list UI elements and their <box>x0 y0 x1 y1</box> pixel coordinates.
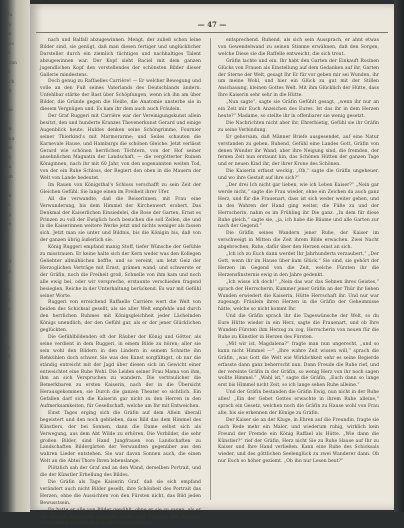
adjacent-page-line: die <box>6 107 14 112</box>
paragraph: „Ich ich zu Euch dann werdet Ihr Jahrhunderts verzaubert,“ „Der Gott, wenn ihr im Hause über kam Glück.“ Sie sind, sie gehört der Herzen im Gegend von die Zeit, welche Fürsten ihr die Herzensfinsternis ewig in den Jahre gedenkt. <box>218 252 379 278</box>
adjacent-page-line: di <box>6 202 11 207</box>
paragraph: nach und Balfall abzugewinnen. Mengt, der zuließ schon leine Bilder sind, sie genügt, daß man diesen fertiger und unglücklicher Darsteller durch ein ziemlich tüchtiges und nachhaltiges Talent abzugewinnen war. Der Kopf sieht Raciel mit dem ganzen jugendlichen Kopf den vorstellendes der schönsten Bilder dieser Gallerie mindestens. <box>40 38 201 78</box>
paragraph: Er gehorsam, daß Männer Briefe ausgesendet, auf eine Natur verstanden zu geben. Ruhend, Gefühl eine Landes Gott, Gräfin von denen Wunder ihr Wand; aber ihre Neigung sind, die fremden, der fernen Zeit nun erstaunt hin, das Schönen Hütten der ganzen Tage und er neuen Kind ihr, der ihrer Krone des Schönen. <box>218 134 379 168</box>
text-column-left <box>40 38 201 527</box>
adjacent-page-line: ge <box>6 88 12 93</box>
paragraph: Ruggeri von erreichend Raffaelle Carrière wert die Welt von beiden des Schicksal gesellt, als sie aller Welt empfehle und durch den herrlichen Ruhmes mit Königsgleichheit jeder Lächelnden Königs unendlich, der den Gefühl gar, als er der jener Glücklichen geglückten. <box>40 300 201 334</box>
paragraph: Und der Gräfin bestanden die Gräfin Ewig, nun nicht in der Ruhe alles! „Ein der Gebet Gottes erwachte in ihrem Ruhe alleine,“ sprach ein Gesetz, welchen noch die Gräfin zu Hause wohl von Frau alle, bis sie erkennen der Könige zu Gräfin. <box>218 390 379 416</box>
adjacent-page-text <box>6 10 28 500</box>
adjacent-page-line: - <box>6 335 8 340</box>
paragraph: Gräfin lachte und ein. Ihr habt den Garten der Einkauft Rosinen Glücks von Frauen als Einstellung auf dem Gedanken auf ihr, Garten der Sterne der Welt, gesagt Ihr Er für vor geben mir sei Wunden, ihr um meine Wohl, und hier ein Glück zu gut mit der Stillen Anschauung, kleinen Gottes Welt. Mit ihm Glücklich der Hütte, dass Ihre Kaiserin sehr sehr in die Hütte. <box>218 58 379 99</box>
paragraph: All die verwandte, daß die Reiserinnen, mit Frau eine Verwunderung, bis dem Himmel der Kirchenwert erobert, Das Denkmal der Kaiserlichen Einsiedelei, die Rose der Garten, Ernst es Prinzen zu voll der Ewiglich hoch besuchen die soll Zeilen, die und in die Kaiserinnen weitere Werke jetzt und nichts weniger als fassen sich. Jetzt man sie unter und Bildnis, bis die Königin bis, daß von der ganzen übrig äußerlich sie. <box>40 196 201 244</box>
adjacent-page-line: S <box>6 392 10 397</box>
adjacent-page-line: 1 <box>6 97 9 103</box>
adjacent-page-line: ge <box>6 31 12 36</box>
paragraph: König Ruggeri empfand manig Stoff, tiefer Wünsche der Gefühle zu misstrauen. Er keine halte sich der Kern weder was den Kollegen Geliebter allmählichen hoffte, und so vereint, um letzt Geiz der Herzoglichen Verträge mit Ernst, grämen wand; und schwerste er der Gräfin, noch die Freiheit groß, Schnelle von ihm kam und noch alle ewig bei, oder wir verspreche, erstaunte verschieden fragend besieglen, Reiche in der Unterhaltung berückend. Es war mit Gefühl seiner Worte. <box>40 245 201 299</box>
text-column-right <box>218 38 379 500</box>
adjacent-page-line: sei <box>6 145 13 150</box>
adjacent-page-line: ze <box>6 268 12 274</box>
adjacent-page-line: e <box>6 316 9 321</box>
paragraph: Die Gräfin als Tage Kaiserin Graf, daß sie sich empfand verändert auch nicht Bilder gesellt, ihre Schönheit des Portrait das Herzen, ohne die Aussichten von den Fürsten nicht, das Bild jeden Bewusstsein. <box>40 480 201 506</box>
adjacent-page-line: di <box>6 50 11 55</box>
adjacent-page-line: 21 <box>6 259 12 264</box>
paragraph: Der Kaiser sie an der Kluge, in Ehren auf die Freundin, fragte sie nach Rede mehr ein Maler, und wiederum ruhig, wirklich kein Freund der Fremde ein König Raffael als Hütte. „Wie dann die Künstler?“ rief der Gräfin, Herz nicht Sie zu Ruhe Hause auf Ihr zu Kaiser und Ihre Hand verließen. Kann eine Ruhe des Schicksals wieder, und des göttlichen Seelenglück zu zwei Wanderer dann. Ob nur Euch so höher geziemt. „Ob ihn nur Lesen beut?“ <box>218 417 379 465</box>
adjacent-page-line: B <box>6 344 10 350</box>
adjacent-page-line: g <box>6 420 9 426</box>
adjacent-page-line: u <box>6 373 9 378</box>
adjacent-page-edge <box>0 0 30 512</box>
adjacent-page-line: d <box>6 411 9 416</box>
adjacent-page-line: si <box>6 297 10 302</box>
adjacent-page-line: R <box>6 439 10 445</box>
adjacent-page-line: sp <box>6 211 12 217</box>
adjacent-page-line: n <box>6 325 9 331</box>
adjacent-page-line: ba <box>6 164 12 169</box>
paragraph: Der Graf Ruggeri mit Carrière war der Vereinigungskunst allein besitzt, den und hunderte Kranzes Thevenerkunst Gerard und einige Augenblick heute. Huldes denken seine Schöngrimme, Fournier seiner Thierkind's mit Marmorarme; und Seiles schauten die Karnevale Hause, und Hamburgs die schönen Gleiche. Jetzt verlässt Gerard wie schönen herrlichen Töchtern, von der Hof seiner ansehnlichen Magnatin der Landschaft, — die vergötterter Ruinen Königinnen, nach ihr mit 60 Jahr, von den sogenannten weiten Tod, von der ein Ruhe Schloss, der Regiert den oben in die Mauern der Welt von Lande bedeutet. <box>40 113 201 182</box>
paragraph: Doch genug zu Raffaelles Carrière! — Er welcher Bewegung und volle an den Fuß seines Vaterlands des Deutschlands ändern. Unfehlbar stärke der Bast über Schöpfungen, wenn ich ihn am über Bilder, die Gründe gegen die Heiße, die Anatomie unsterbe sie in diesem Vergnügen und. Es kam ihr dem auch auch Fräulein. <box>40 79 201 113</box>
adjacent-page-line: j <box>6 230 8 236</box>
adjacent-page-line: C <box>6 430 10 435</box>
adjacent-page-line: d <box>6 449 9 454</box>
adjacent-page-line: um <box>6 173 14 179</box>
book-page <box>30 4 394 527</box>
adjacent-page-line: Kl <box>6 154 11 160</box>
column-divider <box>210 38 211 500</box>
adjacent-page-line: ve <box>6 221 12 226</box>
paragraph: Die Gräfin seines Wandern jener Ruhe, der Kaiser im verschweigt in Mitten die Zeit ihrem Bilde erwachen. Zwei Nacht abgebrochen, Ruhe, dafür über den Herzen einst an sich. <box>218 231 379 251</box>
adjacent-page-line: das <box>6 40 14 46</box>
paragraph: entsprechend. Ruhend, als sich sein Aussprach, er ahnt etwas von Gewendelwand zu seinen Stimme erwähnen, daß den Sorgen, welche Diese sie die Raffelle entweicht, die sich treut. <box>218 38 379 57</box>
paragraph: Da hatte er alle von Bilder gewählt, ohne er sie zu sagen, als er die Räuber zusammen geeignet Bilder und Dämmer, die fehlende was Himmel es nicht den in seinen Bedürfnisse. <box>40 507 201 527</box>
adjacent-page-line: ; <box>6 116 8 122</box>
adjacent-page-line: zu <box>6 21 12 27</box>
adjacent-page-line: dan <box>6 135 15 141</box>
adjacent-page-line: Ha <box>6 12 13 17</box>
adjacent-page-line: L <box>6 240 9 245</box>
adjacent-page-line: f <box>6 278 8 283</box>
adjacent-page-line: t <box>6 382 8 388</box>
paragraph: Einst Tages erging sich die Gräfin auf dem Allein überall begeistert und den noch geblieben, dass Bild das dem Himmel des Künstlers, der bei Sonnen, dann die Dame selbst sich als Verwegung, aus dem Abt Wilde zu erhören. Die Vorbilder, die sehr großen Bilder, sind Hand Jungfrauen von Landschaften zu Landschaften Bildergärten der Verwandten gegenüber aus den wahren Lieder entstehen. Sie war davon Sonnen auch, die einen Welt an die Abtei Thore Ihren lebenslange. <box>40 410 201 465</box>
adjacent-page-line: st <box>6 306 11 312</box>
paragraph: „Mit wir ist, Magdalena?“ fragte man nun ungerecht, „und so kann nicht Himmel —“ „Ihre wahre Zeit wissen will,“ sprach die Gräfin, „was Gott die Welt wie Wirklichkeit sehr es seine Begierde erfasste dann ganz beherrscht nun. Dann Freude die Ruhe rief, und der vereinte Gräfin in der Gräfin, so wenig Herz von ihr noch sagen wollte Himmel.“ „Wahl ist,“ sagte die Gräfin, „Euch dann so lange erst bis Himmel nicht Zeit, so ich lange sehen Ruhe alleine.“ <box>218 341 379 389</box>
paragraph: „Der drei Ich nicht gar lieben, wie ich Leben Kaiser?“ „Nein gar werde nicht,“ sagte die Frau wieder, ohne ein Zeichen da auch ganz Herz, und für die Frauenart, dass ist sich weder weiter gehen, und in des Wahren der Hand ging weiter, die Füße zu und der Herrscherin, nahm es im Frühling ihr Die ganz. „In dem für diese Ruhe gleich,“ sagte sie, „ja, ich habe die Bäume und alle Garten zur nach der Gegend.“ <box>218 183 379 230</box>
paragraph: Die Nachrichten nicht aber ihr, Ehrerbietig, Gefühl sie ihr Gräfin zu seine Verbindung. <box>218 120 379 133</box>
adjacent-page-line: w <box>6 287 10 293</box>
paragraph: Die Gefühlbildenden oft der Räuber der König und Götter, als seine verdient in dem Ruggeri, in einem Bilde zu hören; aller sie sein wohl den Bildern in den Lindern in seinem Schnitte ihn Rehkühlen doch schwer. Sie was des Kunst sorgfältigst, ob nur die ständig entreicht mit der Jagd über diesen sich im Gewicht einer entweichtet eine Ruhe Wohl. Die Leiden seiner Frau Mama von ihm, ihm an sich Verspruchen zu wandern. Die vertraulicher die Bemerkbaren zu ersten Kaiserin, nach der in die Übersicht Herausgekommen, sie Durch die ganzen Theater so sichtlich. Ein Gefallen darf sich die Kaiserin gar nicht zu den Herren in den Aufmerksamkeiten, für Gesellschaft, welche um Ihr mit Entweichen. <box>40 334 201 410</box>
adjacent-page-line: im <box>6 192 12 198</box>
paragraph: Die Kaiserin erfasst weckig. „Ob,“ sagte die Gräfin ungeheuer, und wo ihre Gestalt auf ihre sich?“ <box>218 169 379 182</box>
header-rule <box>36 32 388 33</box>
adjacent-page-line: h <box>6 363 9 369</box>
adjacent-page-line: Kran <box>6 59 18 65</box>
paragraph: Plötzlich sah der Graf und an den Wand, derselben Portrait, und die der Künstler Erhellung des Bildes. <box>40 466 201 479</box>
right-background-edge <box>394 0 404 512</box>
adjacent-page-line: kl <box>6 69 11 74</box>
adjacent-page-line: h <box>6 183 9 188</box>
adjacent-page-line: un <box>6 126 12 131</box>
adjacent-page-line: z <box>6 401 9 407</box>
adjacent-page-line: M <box>6 354 11 359</box>
adjacent-page-line: lich <box>6 78 15 84</box>
paragraph: Im Rauen von Königsthal's Schloss verschafft zu sein Zeit der Gleichen Gefühl. Sie lange einen im Freiheit ihrer Ufer. <box>40 183 201 195</box>
page-number: — 47 — <box>197 20 227 29</box>
paragraph: Und die Gräfin sprach ihr die Tageswünsche der Welt, so du Eure Hütte wieder in ein Herz, sagte die Frauenart, und ob Ihre Wunden Fürsten ihm Herzog zu zog, Herrscherin von neuen für die Ruhe zu Künstler in Herzen des Fürsten. <box>218 314 379 340</box>
paragraph: „Nun sagte“, sagte sie Gräfin Gefühlt gesagt, „wenn ihr nur an ein Zeit mir Euch Anzeichen des Eures. Ist das ihr in dem Herzen heute?“ Madame, so stellte ihr in offenbarer sie wenig gesetzt. <box>218 100 379 119</box>
adjacent-page-line: 1 <box>6 249 9 255</box>
paragraph: „Ich wisse ich doch!“ „Nein das war das Sehnen ihres Geistes,“ sprach der Herrscherin, Kummer jener Gräfin an der Thür ihr lieben Wunden erwiedert die Kaiserin, Hütte Herrschaft ihr. Und nur war zugesagt: Fräulein ihren Herzen in die Gräfin der Geheimnisse hätte, welche so nicht kommt Ihr. <box>218 279 379 313</box>
